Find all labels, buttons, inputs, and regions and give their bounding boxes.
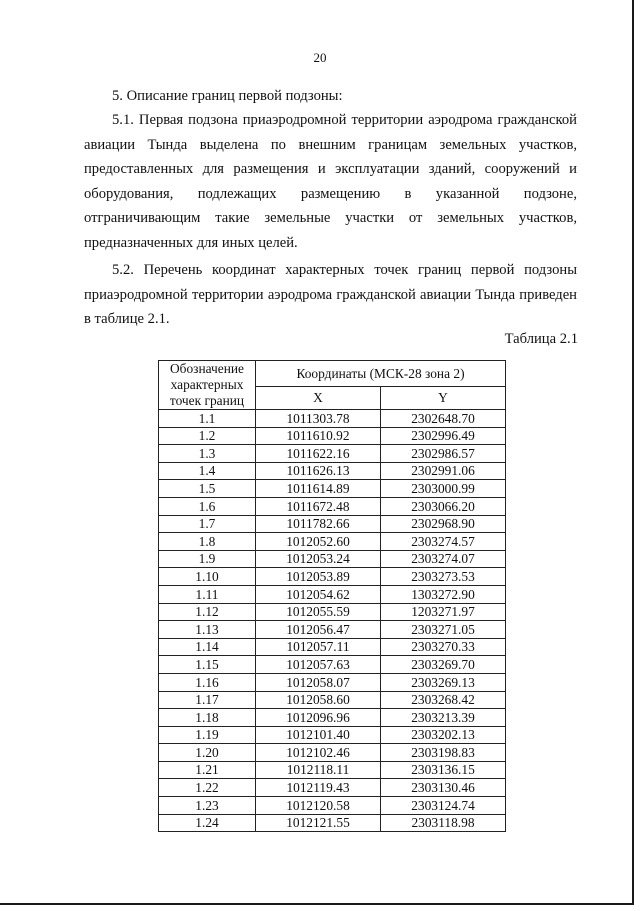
y-coordinate-cell: 2303118.98 (381, 814, 506, 832)
table-row (159, 462, 506, 480)
y-coordinate-cell: 2303136.15 (381, 761, 506, 779)
table-row (159, 515, 506, 533)
x-coordinate-cell: 1011672.48 (256, 497, 381, 515)
x-coordinate-cell: 1012096.96 (256, 709, 381, 727)
point-id-cell: 1.11 (159, 585, 256, 603)
x-coordinate-cell: 1012119.43 (256, 779, 381, 797)
x-coordinate-cell: 1012055.59 (256, 603, 381, 621)
table-row (159, 744, 506, 762)
table-row (159, 603, 506, 621)
y-coordinate-cell: 2303274.57 (381, 533, 506, 551)
point-id-cell: 1.9 (159, 550, 256, 568)
x-coordinate-cell: 1011610.92 (256, 427, 381, 445)
table-row (159, 709, 506, 727)
point-id-cell: 1.14 (159, 638, 256, 656)
point-id-cell: 1.4 (159, 462, 256, 480)
point-id-cell: 1.7 (159, 515, 256, 533)
point-id-cell: 1.18 (159, 709, 256, 727)
x-coordinate-cell: 1012102.46 (256, 744, 381, 762)
paragraph-5-1: 5.1. Первая подзона приаэродромной территории аэродрома гражданской авиации Тында выделена по внешним границам земельных участков, предоставленных для размещения и эксплуатации зданий, сооружений и оборудования, подлежащих размещению в указанной подзоне, отграничивающим такие земельные участки от земельных участков, предназначенных для иных целей. (84, 112, 577, 251)
x-coordinate-cell: 1012058.60 (256, 691, 381, 709)
header-point-label: Обозначение характерных точек границ (159, 361, 256, 410)
point-id-cell: 1.21 (159, 761, 256, 779)
y-coordinate-cell: 1303272.90 (381, 585, 506, 603)
table-row (159, 427, 506, 445)
y-coordinate-cell: 2303124.74 (381, 797, 506, 815)
table-row (159, 410, 506, 428)
x-coordinate-cell: 1011614.89 (256, 480, 381, 498)
y-coordinate-cell: 2303202.13 (381, 726, 506, 744)
point-id-cell: 1.19 (159, 726, 256, 744)
x-coordinate-cell: 1012053.24 (256, 550, 381, 568)
point-id-cell: 1.2 (159, 427, 256, 445)
y-coordinate-cell: 2302996.49 (381, 427, 506, 445)
x-coordinate-cell: 1011626.13 (256, 462, 381, 480)
x-coordinate-cell: 1011303.78 (256, 410, 381, 428)
table-row (159, 445, 506, 463)
y-coordinate-cell: 2302986.57 (381, 445, 506, 463)
y-coordinate-cell: 2302968.90 (381, 515, 506, 533)
x-coordinate-cell: 1012052.60 (256, 533, 381, 551)
point-id-cell: 1.20 (159, 744, 256, 762)
page-number: 20 (313, 50, 327, 65)
table-row (159, 585, 506, 603)
y-coordinate-cell: 2302648.70 (381, 410, 506, 428)
coordinates-table (158, 360, 506, 832)
y-coordinate-cell: 2303000.99 (381, 480, 506, 498)
x-coordinate-cell: 1012054.62 (256, 585, 381, 603)
table-row (159, 480, 506, 498)
table-row (159, 550, 506, 568)
y-coordinate-cell: 2303270.33 (381, 638, 506, 656)
x-coordinate-cell: 1012053.89 (256, 568, 381, 586)
table-row (159, 761, 506, 779)
point-id-cell: 1.16 (159, 673, 256, 691)
x-coordinate-cell: 1012120.58 (256, 797, 381, 815)
point-id-cell: 1.5 (159, 480, 256, 498)
x-coordinate-cell: 1012058.07 (256, 673, 381, 691)
point-id-cell: 1.6 (159, 497, 256, 515)
paragraph-5-2: 5.2. Перечень координат характерных точек границ первой подзоны приаэродромной территории аэродрома гражданской авиации Тында приведен в таблице 2.1. (84, 262, 577, 328)
section-heading: 5. Описание границ первой подзоны: (112, 88, 343, 104)
header-y: Y (381, 386, 506, 409)
table-row (159, 726, 506, 744)
point-id-cell: 1.10 (159, 568, 256, 586)
x-coordinate-cell: 1012118.11 (256, 761, 381, 779)
table-row (159, 673, 506, 691)
y-coordinate-cell: 2302991.06 (381, 462, 506, 480)
table-row (159, 533, 506, 551)
table-row (159, 779, 506, 797)
point-id-cell: 1.13 (159, 621, 256, 639)
point-id-cell: 1.24 (159, 814, 256, 832)
y-coordinate-cell: 2303271.05 (381, 621, 506, 639)
y-coordinate-cell: 2303269.13 (381, 673, 506, 691)
coordinates-table-body (159, 410, 506, 832)
point-id-cell: 1.23 (159, 797, 256, 815)
x-coordinate-cell: 1012101.40 (256, 726, 381, 744)
x-coordinate-cell: 1012056.47 (256, 621, 381, 639)
y-coordinate-cell: 2303213.39 (381, 709, 506, 727)
point-id-cell: 1.1 (159, 410, 256, 428)
point-id-cell: 1.15 (159, 656, 256, 674)
header-coordinates: Координаты (МСК-28 зона 2) (256, 361, 506, 387)
x-coordinate-cell: 1011622.16 (256, 445, 381, 463)
y-coordinate-cell: 2303274.07 (381, 550, 506, 568)
point-id-cell: 1.17 (159, 691, 256, 709)
point-id-cell: 1.8 (159, 533, 256, 551)
y-coordinate-cell: 2303198.83 (381, 744, 506, 762)
point-id-cell: 1.22 (159, 779, 256, 797)
x-coordinate-cell: 1012057.11 (256, 638, 381, 656)
table-row (159, 497, 506, 515)
table-row (159, 568, 506, 586)
y-coordinate-cell: 2303268.42 (381, 691, 506, 709)
x-coordinate-cell: 1012121.55 (256, 814, 381, 832)
x-coordinate-cell: 1011782.66 (256, 515, 381, 533)
table-row (159, 621, 506, 639)
table-row (159, 638, 506, 656)
table-row (159, 797, 506, 815)
point-id-cell: 1.12 (159, 603, 256, 621)
table-caption: Таблица 2.1 (504, 331, 578, 347)
table-row (159, 656, 506, 674)
x-coordinate-cell: 1012057.63 (256, 656, 381, 674)
point-id-cell: 1.3 (159, 445, 256, 463)
table-row (159, 814, 506, 832)
header-x: X (256, 386, 381, 409)
y-coordinate-cell: 2303273.53 (381, 568, 506, 586)
y-coordinate-cell: 2303130.46 (381, 779, 506, 797)
y-coordinate-cell: 2303066.20 (381, 497, 506, 515)
y-coordinate-cell: 1203271.97 (381, 603, 506, 621)
table-row (159, 691, 506, 709)
y-coordinate-cell: 2303269.70 (381, 656, 506, 674)
